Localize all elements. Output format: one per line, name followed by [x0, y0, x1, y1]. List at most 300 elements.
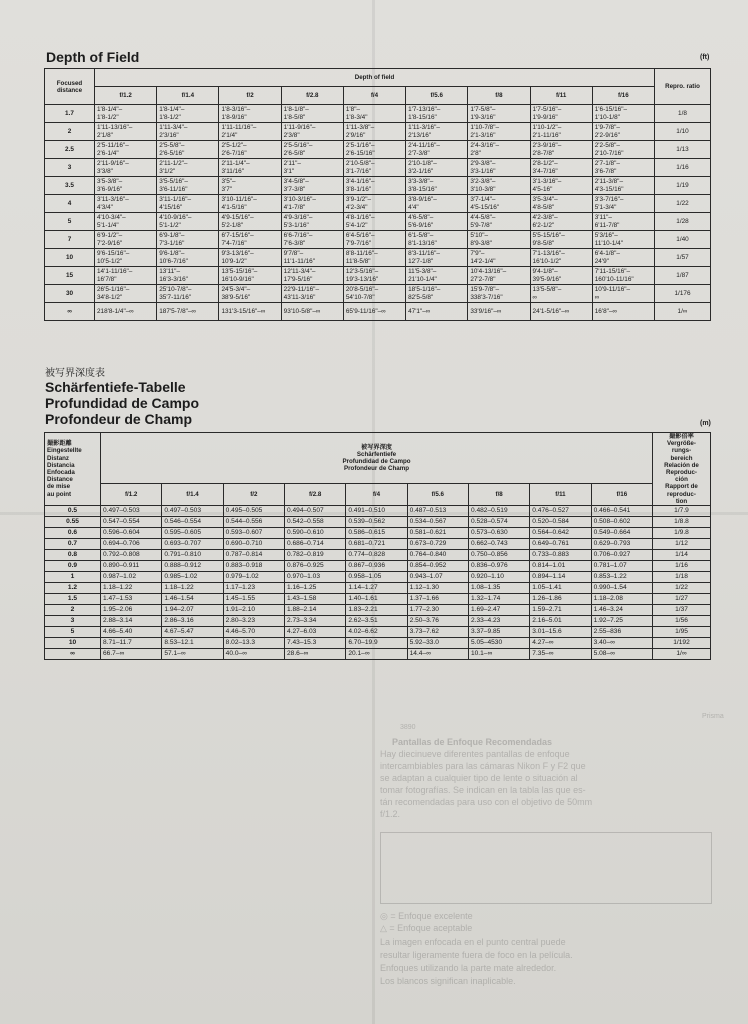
- dof-value: 187'5-7/8"–∞: [159, 307, 197, 315]
- header-line: Rapport de: [665, 483, 698, 491]
- dof-value: 7'4-7/16": [221, 239, 247, 247]
- dof-value: 3'8-9/16"–: [408, 196, 437, 204]
- dof-value: 5'6-9/16": [408, 221, 434, 229]
- dof-value: 7'3-1/16": [159, 239, 185, 247]
- dof-value: 3'7": [221, 185, 233, 193]
- header-line: Distanz: [47, 454, 70, 462]
- dof-cell: 0.888–0.912: [162, 561, 223, 572]
- table-row: [45, 594, 711, 605]
- dof-cell: [281, 195, 343, 213]
- dof-cell: 1.18–1.22: [101, 583, 162, 594]
- aperture-header: f/1.4: [162, 484, 223, 506]
- dof-value: 16'10-9/16": [221, 275, 254, 283]
- dof-value: 12'7-1/8": [408, 257, 434, 265]
- dof-value: 39'5-9/16": [532, 275, 562, 283]
- dof-cell: 4.02–6.62: [346, 627, 407, 638]
- dof-value: 1'8-1/4"–: [159, 106, 185, 114]
- focused-distance: 0.8: [45, 550, 101, 561]
- dof-cell: 0.987–1.02: [101, 572, 162, 583]
- dof-cell: 0.491–0.510: [346, 506, 407, 517]
- header-line: ción: [675, 476, 688, 484]
- dof-value: 16'10-1/2": [532, 257, 562, 265]
- dof-cell: [406, 231, 468, 249]
- dof-value: 3'1-7/16": [345, 167, 372, 175]
- dof-cell: [95, 105, 157, 123]
- dof-cell: [406, 285, 468, 303]
- dof-cell: [95, 159, 157, 177]
- dof-value: 2'1/8": [97, 131, 113, 139]
- dof-cell: [592, 195, 654, 213]
- table-header-row: [45, 69, 711, 87]
- dof-cell: [468, 123, 530, 141]
- repro-ratio: 1/9.8: [653, 528, 711, 539]
- dof-value: 7'6-3/8": [283, 239, 306, 247]
- dof-cell: 0.853–1.22: [591, 572, 652, 583]
- focused-distance: 0.7: [45, 539, 101, 550]
- dof-value: 2'11-1/2"–: [159, 160, 188, 168]
- dof-cell: 1.94–2.07: [162, 605, 223, 616]
- repro-ratio: 1/13: [655, 141, 711, 159]
- dof-value: 5'1-3/4": [594, 203, 617, 211]
- dof-cell: 4.67–5.47: [162, 627, 223, 638]
- dof-cell: 0.542–0.558: [284, 517, 345, 528]
- dof-cell: [406, 249, 468, 267]
- dof-cell: [157, 123, 219, 141]
- dof-value: 3'6-11/16": [159, 185, 188, 193]
- aperture-header-row: [45, 484, 711, 506]
- dof-cell: [343, 177, 405, 195]
- repro-ratio: 1/7.9: [653, 506, 711, 517]
- dof-value: 3'11-3/16"–: [97, 196, 129, 204]
- dof-value: 1'11-3/8"–: [345, 124, 375, 132]
- dof-value: 2'6-7/16": [221, 149, 247, 157]
- focused-distance: 4: [45, 195, 95, 213]
- dof-cell: [530, 177, 592, 195]
- dof-value: 8'3-11/16"–: [408, 250, 440, 258]
- dof-value: 3'1": [283, 167, 295, 175]
- table-row: [45, 123, 711, 141]
- repro-ratio: 1/18: [653, 572, 711, 583]
- dof-cell: 1.88–2.14: [284, 605, 345, 616]
- header-line: Schärfentiefe: [356, 450, 397, 458]
- dof-table-meters: [44, 432, 711, 660]
- dof-cell: 1.47–1.53: [101, 594, 162, 605]
- dof-value: 9'6-1/8"–: [159, 250, 185, 258]
- dof-value: 1'8-1/8"–: [283, 106, 309, 114]
- header-depth-of-field-multi: [101, 433, 653, 484]
- dof-value: 7'2-9/16": [97, 239, 123, 247]
- dof-value: 5'5-15/16"–: [532, 232, 565, 240]
- header-focused-distance: Focused distance: [45, 69, 95, 105]
- dof-cell: [468, 195, 530, 213]
- table-row: [45, 213, 711, 231]
- dof-table-feet: [44, 68, 711, 321]
- dof-value: 1'7-13/16"–: [408, 106, 441, 114]
- header-repro-ratio-multi: [653, 433, 711, 506]
- repro-ratio: 1/14: [653, 550, 711, 561]
- dof-value: 11'1-11/16": [283, 257, 315, 265]
- dof-cell: 1.59–2.71: [530, 605, 591, 616]
- dof-cell: [592, 303, 654, 321]
- focused-distance: 3.5: [45, 177, 95, 195]
- dof-cell: 0.495–0.505: [223, 506, 284, 517]
- dof-value: 11'8-5/8": [345, 257, 371, 265]
- dof-value: 1'7-5/16"–: [532, 106, 562, 114]
- dof-cell: 6.70–19.9: [346, 638, 407, 649]
- dof-value: 2'9/16": [345, 131, 366, 139]
- dof-value: 2'6-15/16": [345, 149, 375, 157]
- table-row: [45, 231, 711, 249]
- bleed-line: se adaptan a cualquier tipo de lente o situación al: [380, 773, 578, 783]
- dof-cell: [157, 213, 219, 231]
- dof-cell: [157, 195, 219, 213]
- dof-value: 4'2-3/8"–: [532, 214, 558, 222]
- dof-title-french: Profondeur de Champ: [45, 411, 193, 427]
- dof-value: 3'6-9/16": [97, 185, 123, 193]
- dof-value: 3'5-5/16"–: [159, 178, 188, 186]
- dof-cell: [343, 195, 405, 213]
- dof-value: 5'2-1/8": [221, 221, 244, 229]
- dof-value: 3'7-1/4"–: [470, 196, 496, 204]
- aperture-header: f/16: [591, 484, 652, 506]
- header-line: reproduc-: [667, 490, 696, 498]
- dof-cell: [343, 231, 405, 249]
- dof-value: 5'3/16"–: [594, 232, 618, 240]
- dof-cell: 0.487–0.513: [407, 506, 468, 517]
- dof-cell: [219, 123, 281, 141]
- table-row: [45, 583, 711, 594]
- table-row: [45, 141, 711, 159]
- dof-cell: 0.590–0.610: [284, 528, 345, 539]
- dof-value: 6'4-5/16"–: [345, 232, 375, 240]
- dof-cell: 2.55–836: [591, 627, 652, 638]
- dof-value: 4'8-1/16"–: [345, 214, 375, 222]
- header-line: Relación de: [664, 461, 699, 469]
- repro-ratio: 1/12: [653, 539, 711, 550]
- dof-value: 160'10-11/16": [594, 275, 634, 283]
- dof-value: 13'5-15/16"–: [221, 268, 258, 276]
- dof-value: 6'11-7/8": [594, 221, 620, 229]
- aperture-header-row: [45, 87, 711, 105]
- dof-value: 3'10-3/16"–: [283, 196, 316, 204]
- dof-cell: 0.883–0.918: [223, 561, 284, 572]
- dof-cell: 1.46–1.54: [162, 594, 223, 605]
- dof-value: 3'8-15/16": [408, 185, 437, 193]
- dof-cell: [406, 177, 468, 195]
- dof-cell: [95, 303, 157, 321]
- dof-value: 3'4-5/8"–: [283, 178, 309, 186]
- dof-cell: 0.581–0.621: [407, 528, 468, 539]
- dof-value: 9'3-13/16"–: [221, 250, 254, 258]
- dof-cell: 2.33–4.23: [468, 616, 529, 627]
- dof-cell: 0.629–0.793: [591, 539, 652, 550]
- dof-cell: [343, 249, 405, 267]
- dof-cell: 0.958–1.05: [346, 572, 407, 583]
- dof-cell: 0.528–0.574: [468, 517, 529, 528]
- dof-cell: [95, 195, 157, 213]
- table-row: [45, 195, 711, 213]
- dof-cell: 0.750–0.856: [468, 550, 529, 561]
- dof-value: 11'10-1/4": [594, 239, 623, 247]
- dof-cell: 2.16–5.01: [530, 616, 591, 627]
- dof-cell: [157, 141, 219, 159]
- header-line: 被写界深度: [361, 443, 392, 451]
- dof-value: 2'3/16": [159, 131, 179, 139]
- dof-value: 3'5"–: [221, 178, 236, 186]
- repro-ratio: 1/27: [653, 594, 711, 605]
- repro-ratio: 1/192: [653, 638, 711, 649]
- dof-value: 1'10-7/8"–: [470, 124, 500, 132]
- dof-cell: [406, 213, 468, 231]
- unit-label-ft: (ft): [700, 54, 710, 61]
- table-row: [45, 616, 711, 627]
- dof-cell: 0.549–0.664: [591, 528, 652, 539]
- dof-cell: 1.40–1.61: [346, 594, 407, 605]
- dof-value: 47'1"–∞: [408, 307, 431, 315]
- dof-cell: [219, 267, 281, 285]
- dof-value: 2'10-5/8"–: [345, 160, 375, 168]
- focused-distance: ∞: [45, 649, 101, 660]
- aperture-header: f/4: [343, 87, 405, 105]
- dof-cell: [95, 231, 157, 249]
- focused-distance: 15: [45, 267, 95, 285]
- bleed-line: Enfoques utilizando la parte mate alrededor.: [380, 963, 557, 973]
- dof-value: 6'6-7/16"–: [283, 232, 313, 240]
- dof-cell: 3.37–9.85: [468, 627, 529, 638]
- dof-value: 3'3/8": [97, 167, 113, 175]
- repro-ratio: 1/87: [655, 267, 711, 285]
- dof-cell: [343, 285, 405, 303]
- dof-value: 16'7/8": [97, 275, 117, 283]
- focused-distance: 0.9: [45, 561, 101, 572]
- dof-cell: 0.774–0.828: [346, 550, 407, 561]
- table-row: [45, 638, 711, 649]
- dof-cell: 4.27–6.03: [284, 627, 345, 638]
- dof-value: 3'2-1/16": [408, 167, 434, 175]
- aperture-header: f/11: [530, 484, 591, 506]
- dof-value: 218'8-1/4"–∞: [97, 307, 134, 315]
- dof-value: 4'8-5/8": [532, 203, 555, 211]
- dof-cell: 0.781–1.07: [591, 561, 652, 572]
- bleed-line: resultar ligeramente fuera de foco en la película.: [380, 950, 573, 960]
- dof-cell: 1.18–2.08: [591, 594, 652, 605]
- dof-cell: [468, 267, 530, 285]
- table-row: [45, 627, 711, 638]
- dof-cell: [406, 123, 468, 141]
- dof-value: 3'5-3/8"–: [97, 178, 123, 186]
- focused-distance: 5: [45, 627, 101, 638]
- dof-cell: [406, 195, 468, 213]
- dof-value: 10'9-1/2": [221, 257, 247, 265]
- dof-cell: [219, 159, 281, 177]
- dof-value: 4'15/16": [159, 203, 183, 211]
- dof-value: 3'1/2": [159, 167, 176, 175]
- dof-cell: 1.32–1.74: [468, 594, 529, 605]
- dof-title-japanese: 被写界深度表: [45, 368, 105, 379]
- dof-value: 1'7-5/8"–: [470, 106, 496, 114]
- dof-cell: [468, 177, 530, 195]
- dof-cell: 1.43–1.58: [284, 594, 345, 605]
- dof-value: 1'11-13/16"–: [97, 124, 133, 132]
- dof-cell: 4.27–∞: [530, 638, 591, 649]
- dof-cell: 1.26–1.86: [530, 594, 591, 605]
- dof-value: 10'5-1/2": [97, 257, 123, 265]
- focused-distance: 3: [45, 616, 101, 627]
- dof-cell: 1.95–2.06: [101, 605, 162, 616]
- dof-cell: 1.37–1.66: [407, 594, 468, 605]
- dof-cell: 0.764–0.840: [407, 550, 468, 561]
- dof-cell: [281, 231, 343, 249]
- table-row: [45, 159, 711, 177]
- dof-cell: [592, 159, 654, 177]
- dof-cell: [281, 177, 343, 195]
- dof-cell: 1.14–1.27: [346, 583, 407, 594]
- table-row: [45, 539, 711, 550]
- dof-cell: 0.792–0.808: [101, 550, 162, 561]
- aperture-header: f/5.6: [407, 484, 468, 506]
- dof-cell: 0.854–0.952: [407, 561, 468, 572]
- header-depth-of-field: Depth of field: [95, 69, 655, 87]
- dof-cell: 5.05–4530: [468, 638, 529, 649]
- focused-distance: 0.55: [45, 517, 101, 528]
- dof-value: 8'9-3/8": [470, 239, 492, 247]
- dof-cell: 1.08–1.35: [468, 583, 529, 594]
- dof-value: 2'11-1/4"–: [221, 160, 250, 168]
- dof-cell: [530, 105, 592, 123]
- dof-cell: [592, 105, 654, 123]
- repro-ratio: 1/37: [653, 605, 711, 616]
- dof-value: 1'8-3/16"–: [221, 106, 251, 114]
- dof-cell: 4.46–5.70: [223, 627, 284, 638]
- dof-value: 24'1-5/16"–∞: [532, 307, 570, 315]
- dof-value: 1'9-9/16": [532, 113, 558, 121]
- dof-cell: [468, 105, 530, 123]
- table-row: [45, 285, 711, 303]
- dof-value: ∞: [594, 293, 600, 301]
- dof-value: 3'8-1/16": [345, 185, 372, 193]
- dof-cell: [468, 249, 530, 267]
- focused-distance: 0.6: [45, 528, 101, 539]
- dof-value: 2'11"–: [283, 160, 301, 168]
- dof-cell: [157, 105, 219, 123]
- dof-cell: 0.497–0.503: [162, 506, 223, 517]
- dof-cell: 3.01–15.6: [530, 627, 591, 638]
- dof-value: 4'9-3/16"–: [283, 214, 313, 222]
- header-line: Profondeur de Champ: [344, 465, 409, 473]
- repro-ratio: 1/56: [653, 616, 711, 627]
- dof-cell: 5.92–33.0: [407, 638, 468, 649]
- dof-value: 24'5-3/4"–: [221, 286, 251, 294]
- table-row: [45, 649, 711, 660]
- dof-cell: [281, 123, 343, 141]
- dof-value: 8'8-11/16"–: [345, 250, 378, 258]
- dof-value: 3'2-3/8"–: [470, 178, 496, 186]
- dof-cell: [281, 285, 343, 303]
- dof-cell: [281, 267, 343, 285]
- dof-cell: 2.88–3.14: [101, 616, 162, 627]
- dof-cell: 0.782–0.819: [284, 550, 345, 561]
- dof-value: 2'8-1/2"–: [532, 160, 558, 168]
- dof-value: 13'11"–: [159, 268, 181, 276]
- dof-cell: 1.77–2.30: [407, 605, 468, 616]
- table-row: [45, 517, 711, 528]
- dof-value: 3'1-3/16"–: [532, 178, 562, 186]
- dof-value: 2'2-9/16": [594, 131, 620, 139]
- dof-value: 12'11-3/4"–: [283, 268, 316, 276]
- dof-cell: [157, 159, 219, 177]
- dof-value: 1'8-3/4": [345, 113, 368, 121]
- bleed-page-number: 3890: [400, 724, 416, 731]
- aperture-header: f/2.8: [281, 87, 343, 105]
- dof-value: 54'10-7/8": [345, 293, 375, 301]
- dof-cell: [592, 231, 654, 249]
- focused-distance: 2: [45, 605, 101, 616]
- dof-value: 26'5-1/16"–: [97, 286, 130, 294]
- dof-cell: [219, 249, 281, 267]
- dof-value: 4'10-3/4"–: [97, 214, 126, 222]
- dof-cell: [343, 213, 405, 231]
- header-line: 撮影倍率: [669, 433, 694, 440]
- dof-cell: 66.7–∞: [101, 649, 162, 660]
- dof-cell: [468, 213, 530, 231]
- dof-cell: [157, 231, 219, 249]
- dof-cell: [157, 249, 219, 267]
- dof-cell: 0.482–0.519: [468, 506, 529, 517]
- dof-value: 35'7-11/16": [159, 293, 192, 301]
- header-repro-ratio: Repro. ratio: [655, 69, 711, 105]
- focused-distance: 7: [45, 231, 95, 249]
- dof-cell: 0.534–0.567: [407, 517, 468, 528]
- dof-cell: 0.814–1.01: [530, 561, 591, 572]
- dof-value: 1'6-15/16"–: [594, 106, 628, 114]
- dof-value: 2'5-5/8"–: [159, 142, 185, 150]
- dof-value: 9'4-1/8"–: [532, 268, 558, 276]
- dof-cell: [468, 303, 530, 321]
- header-line: Vergröße-: [667, 440, 696, 448]
- dof-cell: 4.66–5.40: [101, 627, 162, 638]
- aperture-header: f/2: [219, 87, 281, 105]
- focused-distance: 5: [45, 213, 95, 231]
- dof-cell: 0.690–0.710: [223, 539, 284, 550]
- dof-cell: [281, 141, 343, 159]
- header-line: au point: [47, 490, 72, 498]
- dof-value: 6'7-15/16"–: [221, 232, 254, 240]
- dof-value: 10'6-7/16": [159, 257, 188, 265]
- dof-value: 3'3-7/16"–: [594, 196, 624, 204]
- dof-cell: [95, 249, 157, 267]
- dof-value: 1'11-9/16"–: [283, 124, 316, 132]
- dof-cell: [530, 285, 592, 303]
- dof-cell: 0.520–0.584: [530, 517, 591, 528]
- dof-value: 43'11-3/16": [283, 293, 316, 301]
- dof-value: 2'7-3/8": [408, 149, 430, 157]
- dof-cell: [592, 267, 654, 285]
- aperture-header: f/16: [592, 87, 654, 105]
- dof-value: 7'9-7/16": [345, 239, 372, 247]
- dof-cell: 0.539–0.562: [346, 517, 407, 528]
- dof-cell: [406, 141, 468, 159]
- dof-cell: [343, 159, 405, 177]
- dof-value: 2'8-7/8": [532, 149, 555, 157]
- dof-cell: 0.890–0.911: [101, 561, 162, 572]
- focused-distance: 1.7: [45, 105, 95, 123]
- dof-cell: [406, 303, 468, 321]
- dof-value: 3'10-11/16"–: [221, 196, 257, 204]
- dof-value: 33'9/16"–∞: [470, 307, 502, 315]
- dof-cell: 0.943–1.07: [407, 572, 468, 583]
- dof-cell: [592, 141, 654, 159]
- dof-value: 14'1-11/16"–: [97, 268, 133, 276]
